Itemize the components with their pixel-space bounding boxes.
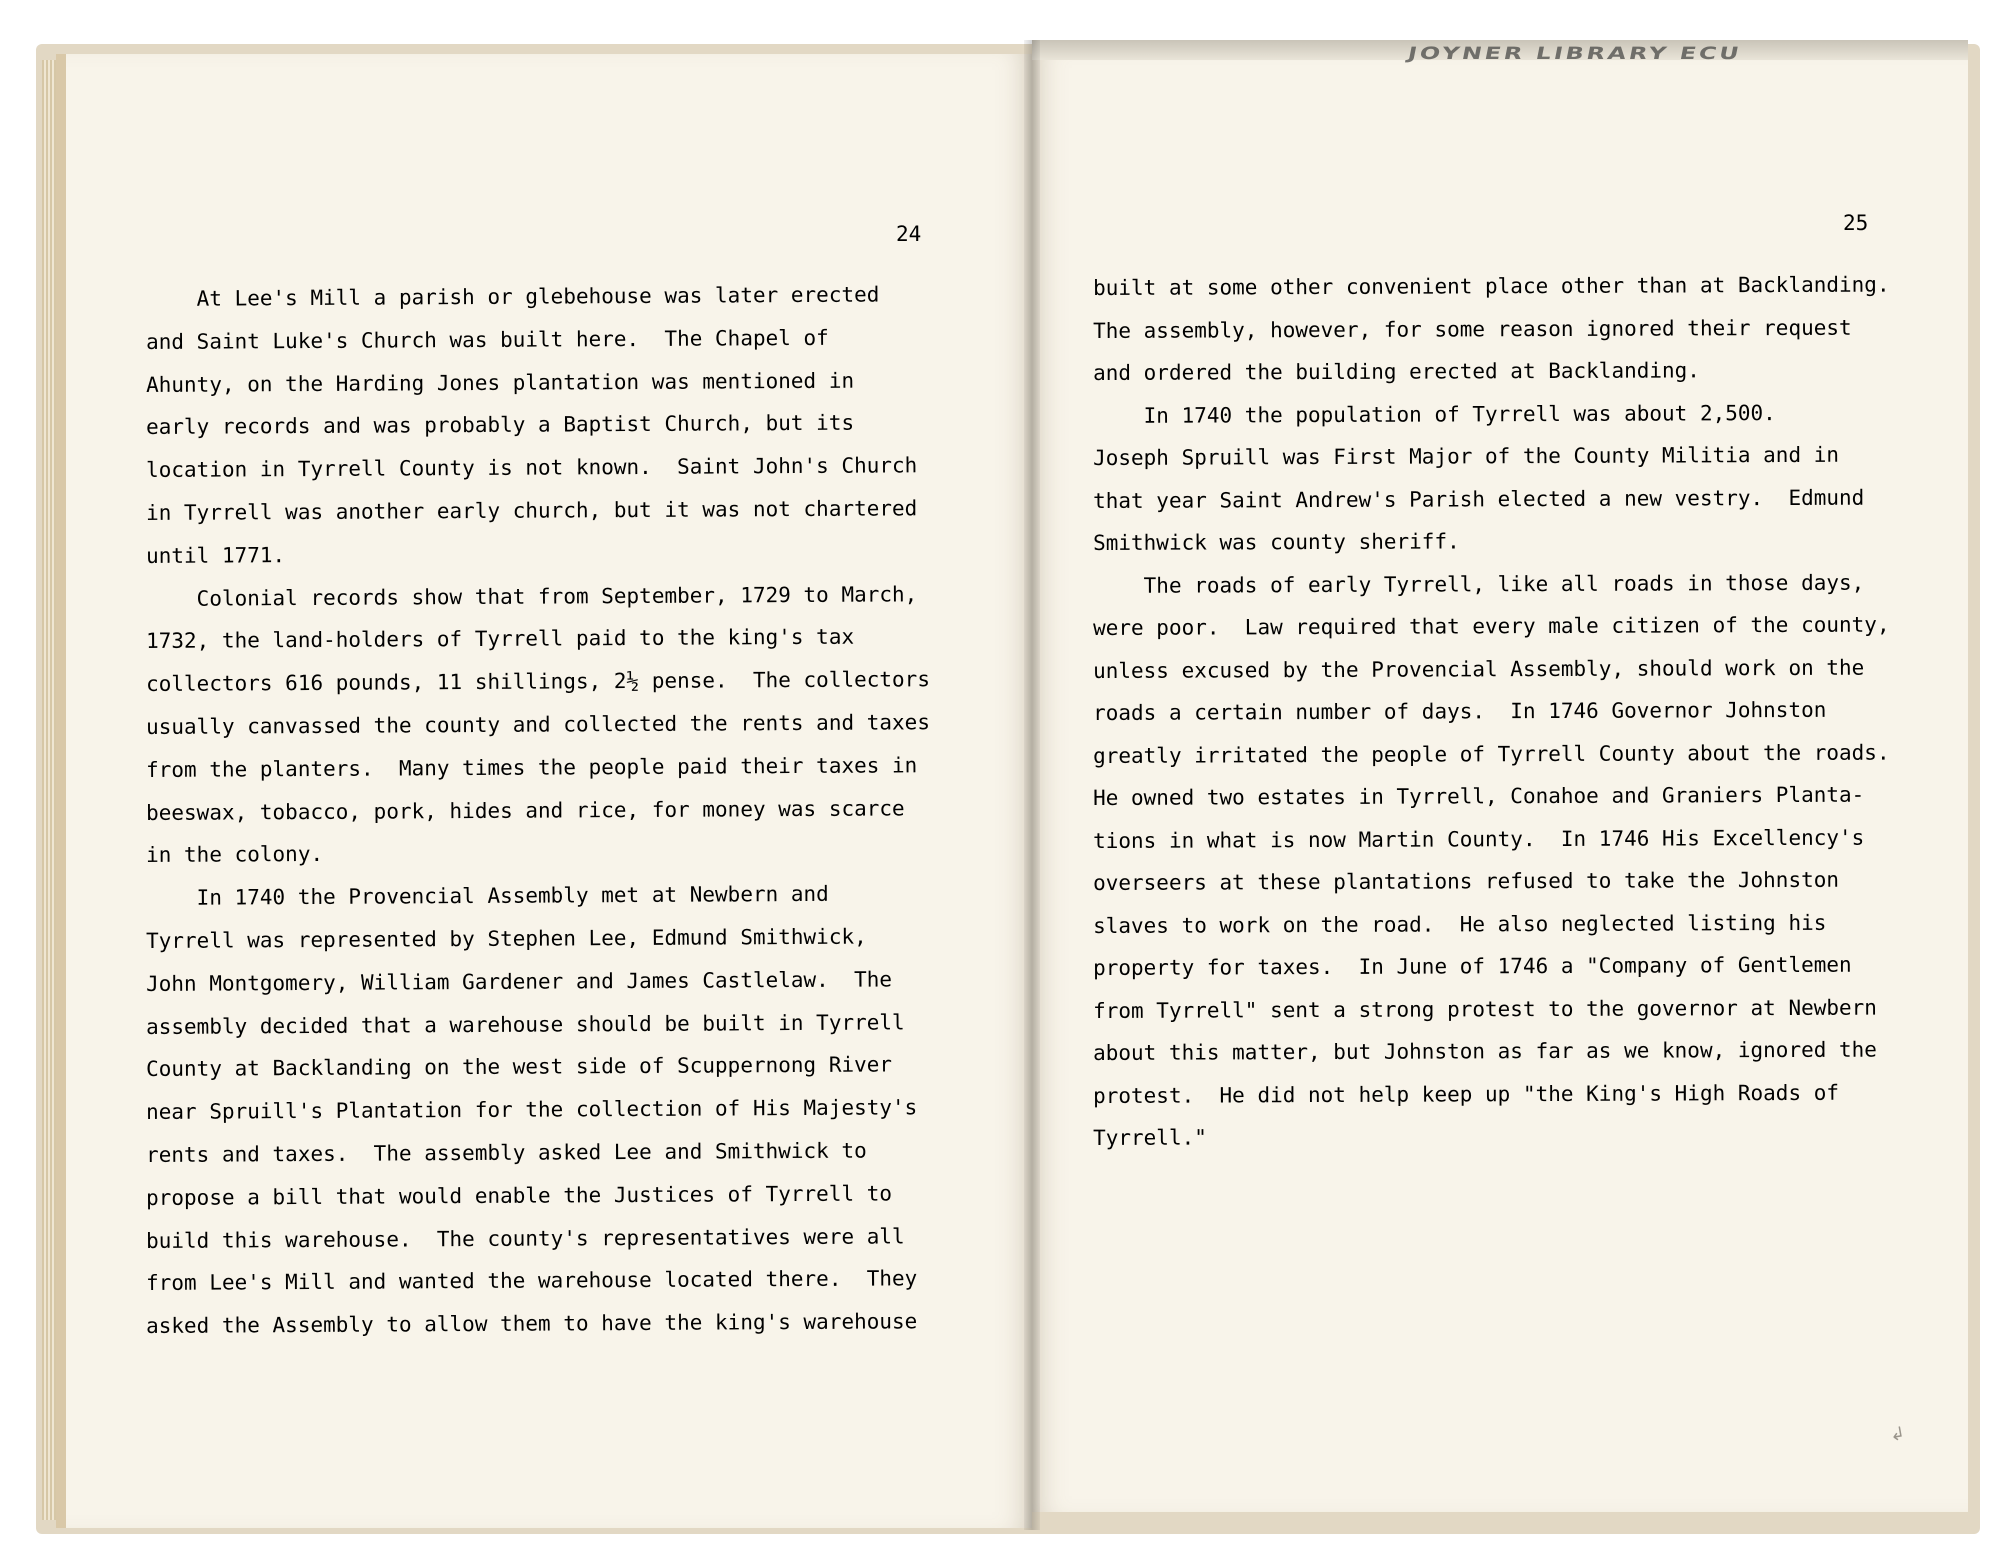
text-line: property for taxes. In June of 1746 a "Company of Gentlemen <box>1093 952 1852 980</box>
left-page-text <box>146 282 976 1367</box>
text-line: 1732, the land-holders of Tyrrell paid to the king's tax <box>146 625 855 654</box>
text-line: rents and taxes. The assembly asked Lee and Smithwick to <box>146 1138 867 1167</box>
text-line: greatly irritated the people of Tyrrell County about the roads. <box>1093 740 1890 768</box>
text-line: unless excused by the Provencial Assembly, should work on the <box>1093 655 1865 683</box>
page-edges <box>42 60 56 1520</box>
library-stamp: JOYNER LIBRARY ECU <box>1406 44 1744 64</box>
text-line: He owned two estates in Tyrrell, Conahoe and Graniers Planta- <box>1093 782 1865 810</box>
text-line: until 1771. <box>146 542 286 568</box>
text-line: collectors 616 pounds, 11 shillings, 2½ pense. The collectors <box>146 667 931 697</box>
text-line: Ahunty, on the Harding Jones plantation was mentioned in <box>146 368 855 397</box>
text-line: assembly decided that a warehouse should be built in Tyrrell <box>146 1009 905 1039</box>
text-line: overseers at these plantations refused to take the Johnston <box>1093 867 1840 895</box>
text-line: in the colony. <box>146 842 324 868</box>
text-line: from the planters. Many times the people paid their taxes in <box>146 753 918 782</box>
text-line: In 1740 the population of Tyrrell was about 2,500. <box>1093 400 1776 428</box>
text-line: in Tyrrell was another early church, but it was not chartered <box>146 496 918 525</box>
text-line: and Saint Luke's Church was built here. The Chapel of <box>146 325 829 354</box>
text-line: Joseph Spruill was First Major of the County Militia and in <box>1093 442 1840 470</box>
text-line: about this matter, but Johnston as far as we know, ignored the <box>1093 1037 1877 1065</box>
text-line: propose a bill that would enable the Justices of Tyrrell to <box>146 1181 893 1210</box>
text-line: roads a certain number of days. In 1746 Governor Johnston <box>1093 697 1827 725</box>
text-line: usually canvassed the county and collected the rents and taxes <box>146 710 931 739</box>
text-line: that year Saint Andrew's Parish elected a new vestry. Edmund <box>1093 485 1865 513</box>
text-line: slaves to work on the road. He also neglected listing his <box>1093 910 1827 938</box>
text-line: asked the Assembly to allow them to have the king's warehouse <box>146 1309 918 1339</box>
text-line: tions in what is now Martin County. In 1746 His Excellency's <box>1093 825 1865 853</box>
text-line: Colonial records show that from September, 1729 to March, <box>146 581 918 611</box>
right-page-number: 25 <box>1843 211 1869 235</box>
text-line: location in Tyrrell County is not known. Saint John's Church <box>146 453 918 483</box>
text-line: Smithwick was county sheriff. <box>1093 529 1460 555</box>
pencil-mark-icon: ↲ <box>1888 1422 1907 1447</box>
text-line: The assembly, however, for some reason ignored their request <box>1093 315 1852 343</box>
text-line: beeswax, tobacco, pork, hides and rice, for money was scarce <box>146 795 905 825</box>
text-line: protest. He did not help keep up "the King's High Roads of <box>1093 1080 1840 1108</box>
text-line: Tyrrell." <box>1093 1125 1207 1150</box>
right-page-text <box>1093 272 1953 1176</box>
text-line: Tyrrell was represented by Stephen Lee, Edmund Smithwick, <box>146 924 867 953</box>
text-line: near Spruill's Plantation for the collection of His Majesty's <box>146 1095 918 1125</box>
text-line: In 1740 the Provencial Assembly met at Newbern and <box>146 882 829 911</box>
text-line: from Lee's Mill and wanted the warehouse located there. They <box>146 1266 918 1296</box>
book-spine <box>1024 40 1040 1530</box>
left-page-number: 24 <box>896 222 922 246</box>
text-line: were poor. Law required that every male citizen of the county, <box>1093 612 1890 640</box>
text-line: The roads of early Tyrrell, like all roads in those days, <box>1093 570 1865 598</box>
text-line: John Montgomery, William Gardener and James Castlelaw. The <box>146 967 893 996</box>
text-line: County at Backlanding on the west side of Scuppernong River <box>146 1052 893 1082</box>
text-line: early records and was probably a Baptist Church, but its <box>146 411 855 440</box>
text-line: At Lee's Mill a parish or glebehouse was later erected <box>146 282 880 311</box>
text-line: and ordered the building erected at Backlanding. <box>1093 358 1700 385</box>
text-line: build this warehouse. The county's representatives were all <box>146 1223 905 1253</box>
text-line: built at some other convenient place other than at Backlanding. <box>1093 272 1890 300</box>
text-line: from Tyrrell" sent a strong protest to the governor at Newbern <box>1093 995 1877 1023</box>
